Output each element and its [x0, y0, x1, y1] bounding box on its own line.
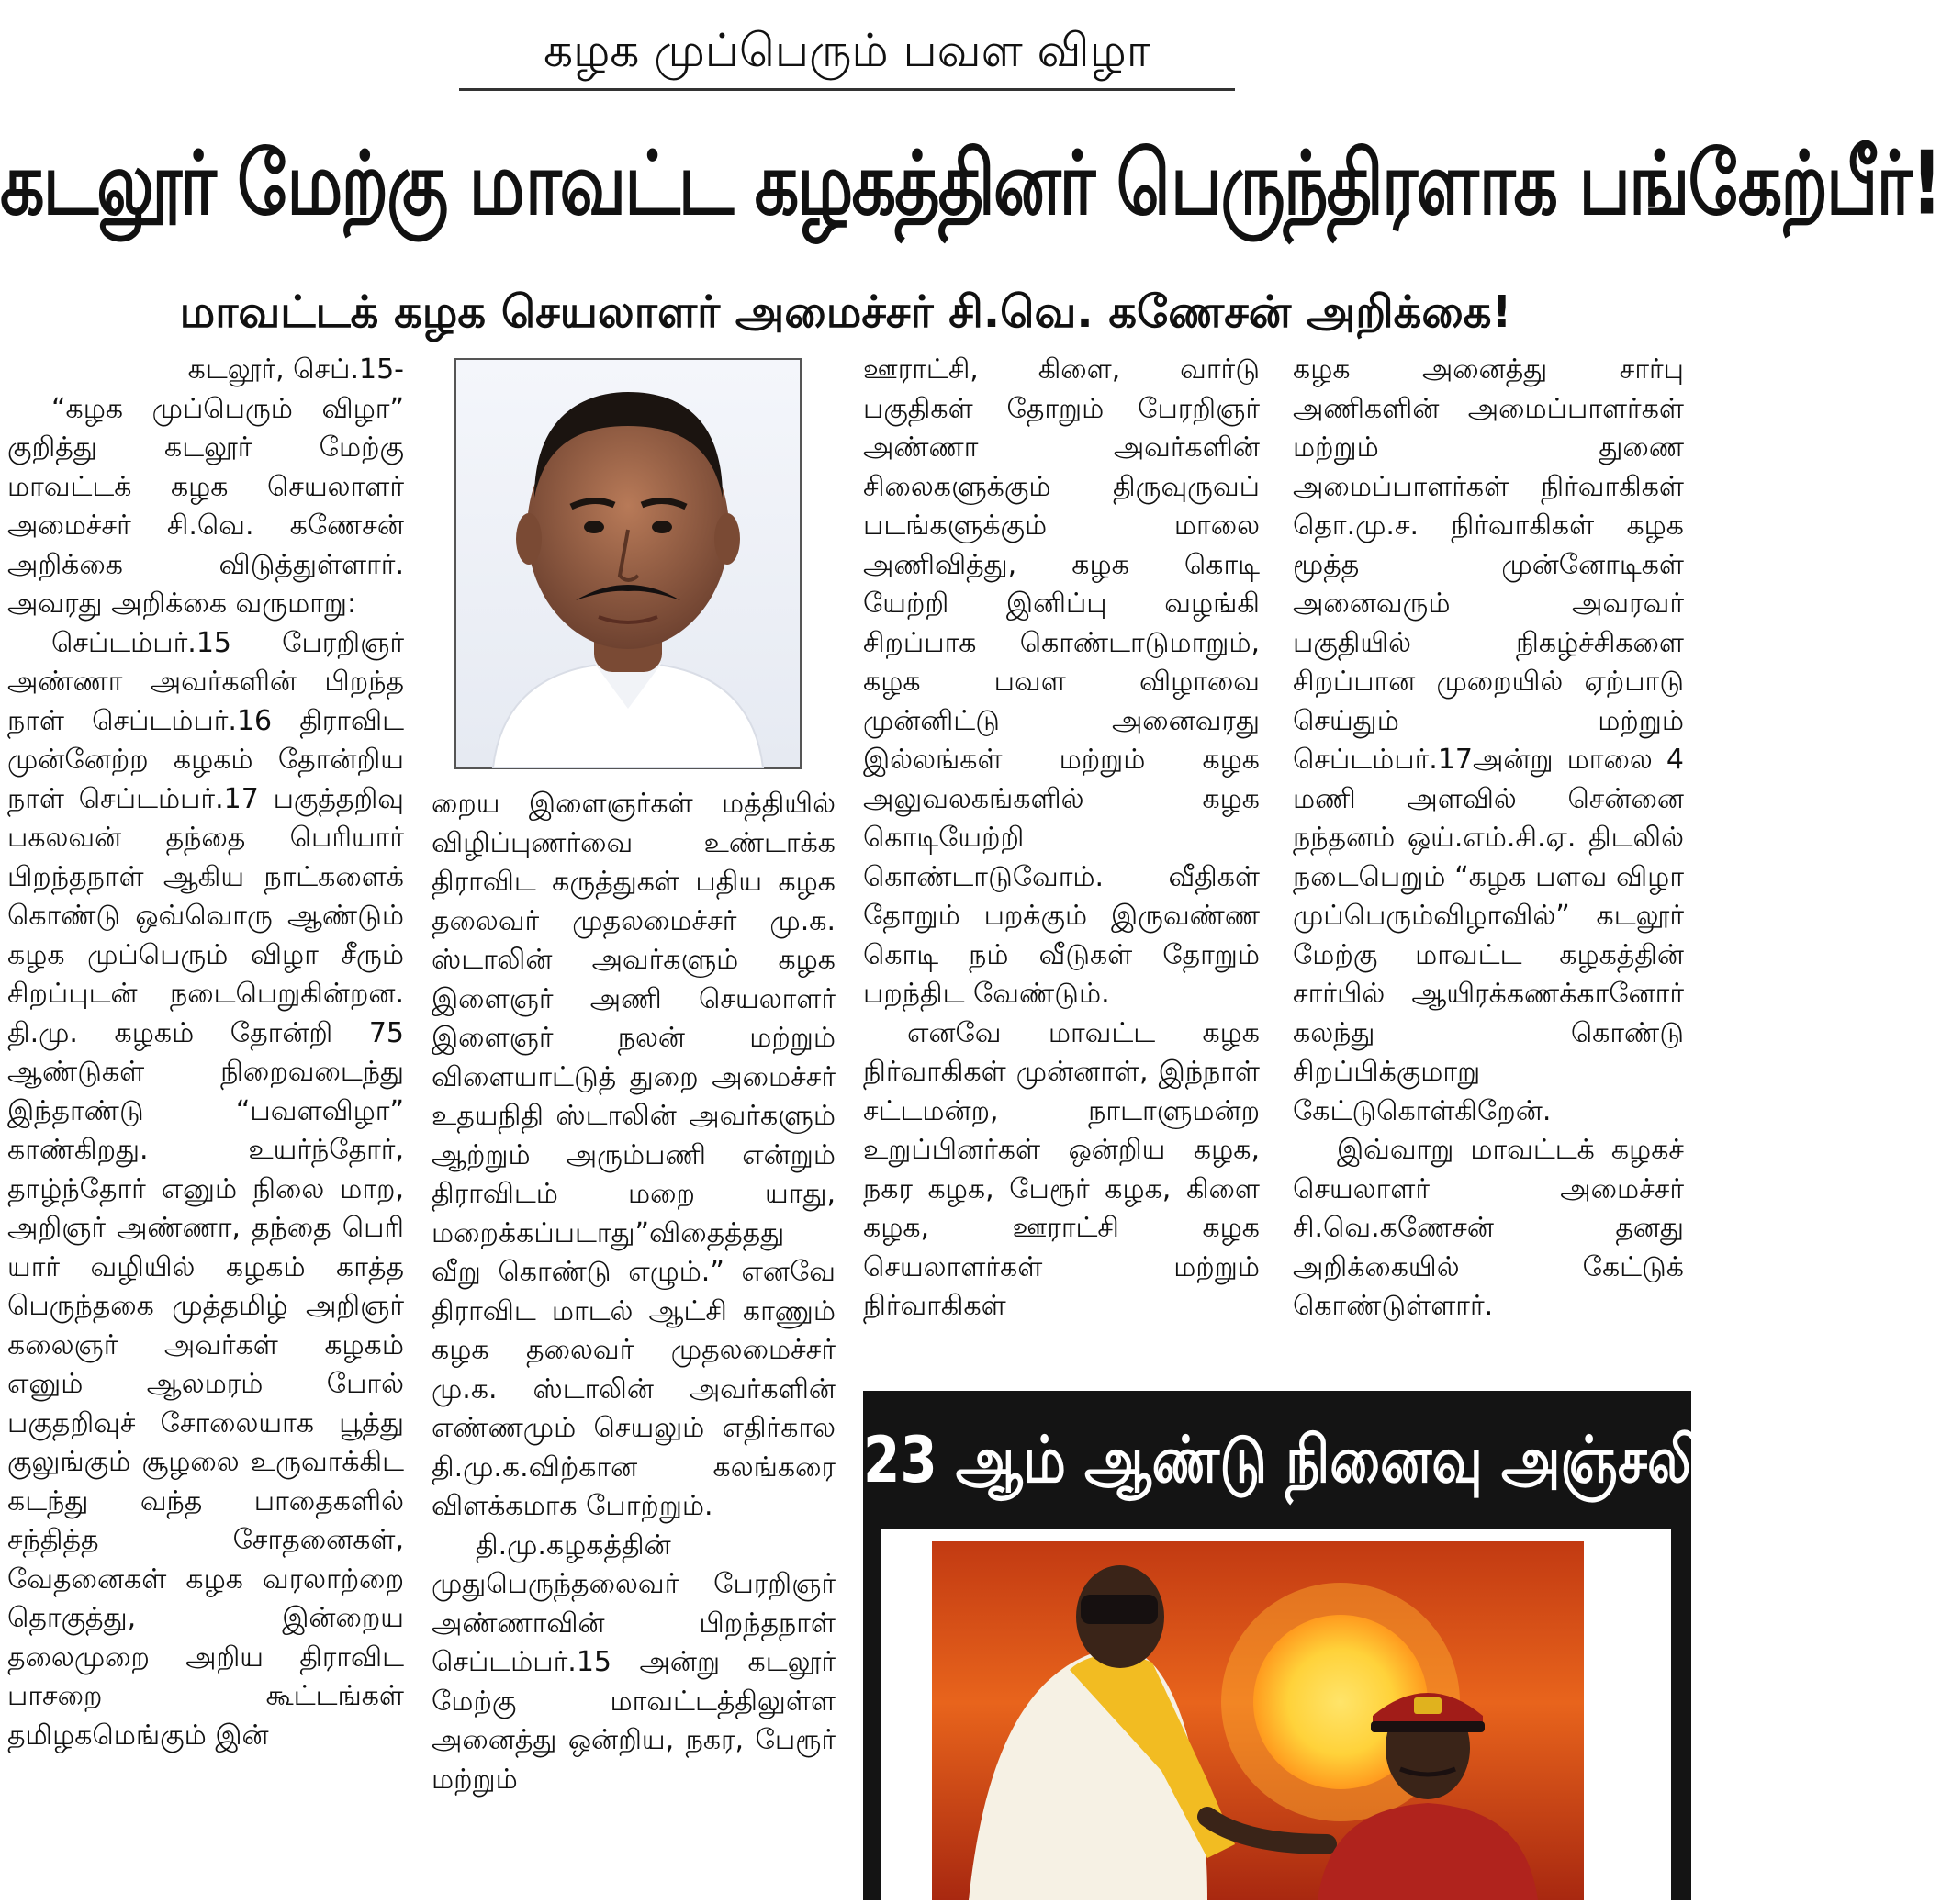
- minister-portrait: [454, 358, 802, 769]
- sub-headline: மாவட்டக் கழக செயலாளர் அமைச்சர் சி.வெ. கணேசன் அறிக்கை!: [179, 286, 1512, 338]
- article-paragraph: ஊராட்சி, கிளை, வார்டு பகுதிகள் தோறும் பேரறிஞர் அண்ணா அவர்களின் சிலைகளுக்கும் திருவுருவப் படங்களுக்கும் மாலை அணிவித்து, கழக கொடி யேற்றி இனிப்பு வழங்கி சிறப்பாக கொண்டாடுமாறும், கழக பவள விழாவை முன்னிட்டு அனைவரது இல்லங்கள் மற்றும் கழக அலுவலகங்களில் கழக கொடியேற்றி கொண்டாடுவோம். வீதிகள் தோறும் பறக்கும் இருவண்ண கொடி நம் வீடுகள் தோறும் பறந்திட வேண்டும்.: [863, 353, 1260, 1010]
- portrait-illustration: [456, 360, 800, 767]
- article-paragraph: இவ்வாறு மாவட்டக் கழகச் செயலாளர் அமைச்சர் சி.வெ.கணேசன் தனது அறிக்கையில் கேட்டுக் கொண்டுள்ளார்.: [1293, 1134, 1684, 1322]
- article-column-2: [432, 785, 836, 1898]
- tribute-illustration: [932, 1541, 1584, 1900]
- tribute-photo: [932, 1541, 1584, 1900]
- article-paragraph: கழக அனைத்து சார்பு அணிகளின் அமைப்பாளர்கள் மற்றும் துணை அமைப்பாளர்கள் நிர்வாகிகள் தொ.மு.ச. நிர்வாகிகள் கழக மூத்த முன்னோடிகள் அனைவரும் அவரவர் பகுதியில் நிகழ்ச்சிகளை சிறப்பான முறையில் ஏற்பாடு செய்தும் மற்றும் செப்டம்பர்.17அன்று மாலை 4 மணி அளவில் சென்னை நந்தனம் ஒய்.எம்.சி.ஏ. திடலில் நடைபெறும் “கழக பளவ விழா முப்பெரும்விழாவில்” கடலூர் மேற்கு மாவட்ட கழகத்தின் சார்பில் ஆயிரக்கணக்கானோர் கலந்து கொண்டு சிறப்பிக்குமாறு கேட்டுகொள்கிறேன்.: [1293, 353, 1684, 1127]
- article-paragraph: “கழக முப்பெரும் விழா” குறித்து கடலூர் மேற்கு மாவட்டக் கழக செயலாளர் அமைச்சர் சி.வெ. கணேசன் அறிக்கை விடுத்துள்ளார். அவரது அறிக்கை வருமாறு:: [7, 392, 404, 620]
- article-paragraph: றைய இளைஞர்கள் மத்தியில் விழிப்புணர்வை உண்டாக்க திராவிட கருத்துகள் பதிய கழக தலைவர் முதலமைச்சர் மு.க. ஸ்டாலின் அவர்களும் கழக இளைஞர் அணி செயலாளர் இளைஞர் நலன் மற்றும் விளையாட்டுத் துறை அமைச்சர் உதயநிதி ஸ்டாலின் அவர்களும் ஆற்றும் அரும்பணி என்றும் திராவிடம் மறை யாது, மறைக்கப்படாது”விதைத்தது வீறு கொண்டு எழும்.” எனவே திராவிட மாடல் ஆட்சி காணும் கழக தலைவர் முதலமைச்சர் மு.க. ஸ்டாலின் அவர்களின் எண்ணமும் செயலும் எதிர்கால தி.மு.க.விற்கான கலங்கரை விளக்கமாக போற்றும்.: [432, 788, 836, 1522]
- tribute-box: [863, 1391, 1702, 1900]
- dateline: கடலூர், செப்.15-: [187, 353, 404, 386]
- kicker-heading: கழக முப்பெரும் பவள விழா: [459, 13, 1235, 91]
- tribute-title: 23 ஆம் ஆண்டு நினைவு அஞ்சலி: [863, 1422, 1702, 1497]
- article-paragraph: செப்டம்பர்.15 பேரறிஞர் அண்ணா அவர்களின் பிறந்த நாள் செப்டம்பர்.16 திராவிட முன்னேற்ற கழகம் தோன்றிய நாள் செப்டம்பர்.17 பகுத்தறிவு பகலவன் தந்தை பெரியார் பிறந்தநாள் ஆகிய நாட்களைக் கொண்டு ஒவ்வொரு ஆண்டும் கழக முப்பெரும் விழா சீரும் சிறப்புடன் நடைபெறுகின்றன. தி.மு. கழகம் தோன்றி 75 ஆண்டுகள் நிறைவடைந்து இந்தாண்டு “பவளவிழா” காண்கிறது. உயர்ந்தோர், தாழ்ந்தோர் எனும் நிலை மாற, அறிஞர் அண்ணா, தந்தை பெரி யார் வழியில் கழகம் காத்த பெருந்தகை முத்தமிழ் அறிஞர் கலைஞர் அவர்கள் கழகம் எனும் ஆலமரம் போல் பகுதறிவுச் சோலையாக பூத்து குலுங்கும் சூழலை உருவாக்கிட கடந்து வந்த பாதைகளில் சந்தித்த சோதனைகள், வேதனைகள் கழக வரலாற்றை தொகுத்து, இன்றைய தலைமுறை அறிய திராவிட பாசறை கூட்டங்கள் தமிழகமெங்கும் இன்: [7, 626, 404, 1752]
- main-headline: கடலூர் மேற்கு மாவட்ட கழகத்தினர் பெருந்திரளாக பங்கேற்பீர்!: [0, 131, 1941, 234]
- article-paragraph: எனவே மாவட்ட கழக நிர்வாகிகள் முன்னாள், இந்நாள் சட்டமன்ற, நாடாளுமன்ற உறுப்பினர்கள் ஒன்றிய கழக, நகர கழக, பேரூர் கழக, கிளை கழக, ஊராட்சி கழக செயலாளர்கள் மற்றும் நிர்வாகிகள்: [863, 1016, 1260, 1322]
- article-column-3: [863, 351, 1260, 1370]
- article-column-4: [1293, 351, 1684, 1370]
- tribute-photo-frame: [881, 1529, 1671, 1900]
- article-column-1: [7, 351, 404, 1898]
- article-paragraph: தி.மு.கழகத்தின் முதுபெருந்தலைவர் பேரறிஞர் அண்ணாவின் பிறந்தநாள் செப்டம்பர்.15 அன்று கடலூர் மேற்கு மாவட்டத்திலுள்ள அனைத்து ஒன்றிய, நகர, பேரூர் மற்றும்: [432, 1529, 836, 1796]
